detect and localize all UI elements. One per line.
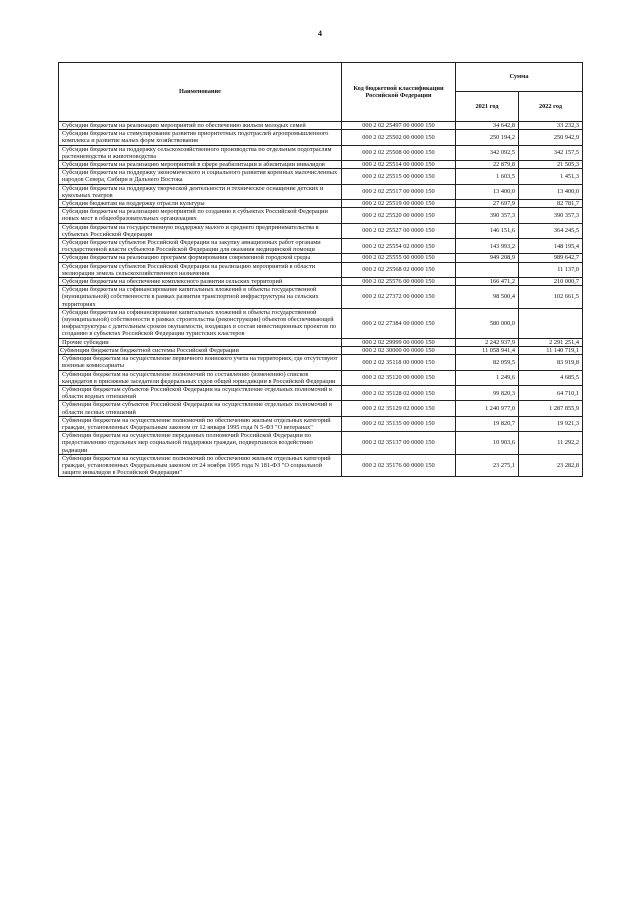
amount-2022-cell: 11 137,0	[519, 262, 583, 277]
amount-2022-cell: 390 357,3	[519, 208, 583, 223]
code-cell: 000 2 02 27372 00 0000 150	[342, 286, 456, 309]
table-row	[59, 239, 583, 254]
amount-2021-cell: 143 993,2	[456, 239, 519, 254]
table-row	[59, 254, 583, 262]
code-cell: 000 2 02 25555 00 0000 150	[342, 254, 456, 262]
amount-2022-cell: 102 661,5	[519, 286, 583, 309]
name-cell: Субсидии бюджетам на государственную поддержку малого и среднего предпринимательства в субъектах Российской Федерации	[59, 223, 342, 238]
table-row	[59, 161, 583, 169]
amount-2021-cell: 166 471,2	[456, 278, 519, 286]
amount-2022-cell: 33 232,3	[519, 122, 583, 130]
table-row	[59, 200, 583, 208]
name-cell: Субсидии бюджетам на поддержку сельскохозяйственного производства по отдельным подотраслям растениеводства и животноводства	[59, 145, 342, 160]
code-cell: 000 2 02 25568 02 0000 150	[342, 262, 456, 277]
name-cell: Субсидии бюджетам на поддержку экономического и социального развития коренных малочисленных народов Севера, Сибири и Дальнего Востока	[59, 169, 342, 184]
name-cell: Субсидии бюджетам на стимулирование развития приоритетных подотраслей агропромышленного комплекса и развитие малых форм хозяйствования	[59, 130, 342, 145]
name-cell: Субвенции бюджетам на осуществление полномочий по обеспечению жильем отдельных категорий граждан, установленных Федеральным законом от 24 ноября 1995 года N 181-ФЗ "О социальной защите инвалидов в Российской Федерации"	[59, 454, 342, 477]
name-cell: Субсидии бюджетам на обеспечение комплексного развития сельских территорий	[59, 278, 342, 286]
amount-2021-cell: 1 240 977,0	[456, 401, 519, 416]
amount-2021-cell: 2 242 937,9	[456, 338, 519, 346]
name-cell: Субвенции бюджетам субъектов Российской Федерации на осуществление отдельных полномочий в области водных отношений	[59, 385, 342, 400]
code-cell: 000 2 02 35129 02 0000 150	[342, 401, 456, 416]
code-cell: 000 2 02 35118 00 0000 150	[342, 355, 456, 370]
code-cell: 000 2 02 27384 00 0000 150	[342, 308, 456, 338]
name-cell: Субсидии бюджетам субъектов Российской Федерации на закупку авиационных работ органами государственной власти субъектов Российской Федерации для оказания медицинской помощи	[59, 239, 342, 254]
amount-2021-cell: 27 697,9	[456, 200, 519, 208]
amount-2021-cell: 390 357,3	[456, 208, 519, 223]
amount-2021-cell: 19 820,7	[456, 416, 519, 431]
amount-2022-cell: 210 000,7	[519, 278, 583, 286]
amount-2022-cell: 364 245,5	[519, 223, 583, 238]
header-year-2022: 2022 год	[519, 92, 583, 122]
amount-2021-cell: 34 642,8	[456, 122, 519, 130]
name-cell: Субвенции бюджетам бюджетной системы Российской Федерации	[59, 346, 342, 354]
amount-2021-cell: 146 151,6	[456, 223, 519, 238]
table-row	[59, 145, 583, 160]
name-cell: Субвенции бюджетам на осуществление полномочий по обеспечению жильем отдельных категорий граждан, установленных Федеральным законом от 12 января 1995 года N 5-ФЗ "О ветеранах"	[59, 416, 342, 431]
table-row	[59, 262, 583, 277]
amount-2021-cell	[456, 262, 519, 277]
table-row	[59, 208, 583, 223]
amount-2022-cell: 21 505,3	[519, 161, 583, 169]
amount-2021-cell: 580 000,0	[456, 308, 519, 338]
code-cell: 000 2 02 35137 00 0000 150	[342, 432, 456, 455]
code-cell: 000 2 02 25515 00 0000 150	[342, 169, 456, 184]
name-cell: Субсидии бюджетам субъектов Российской Федерации на реализацию мероприятий в области мелиорации земель сельскохозяйственного назначения	[59, 262, 342, 277]
name-cell: Субсидии бюджетам на софинансирование капитальных вложений в объекты государственной (муниципальной) собственности в рамках строительства (реконструкции) объектов обеспечивающей инфраструктуры с длительным сроком окупаемости, входящих в состав инвестиционных проектов по созданию в субъектах Российской Федерации туристских кластеров	[59, 308, 342, 338]
amount-2022-cell: 342 157,5	[519, 145, 583, 160]
code-cell: 000 2 02 25527 00 0000 150	[342, 223, 456, 238]
table-row	[59, 346, 583, 354]
code-cell: 000 2 02 25520 00 0000 150	[342, 208, 456, 223]
name-cell: Субсидии бюджетам на реализацию мероприятий по обеспечению жильем молодых семей	[59, 122, 342, 130]
amount-2022-cell: 11 292,2	[519, 432, 583, 455]
table-row	[59, 223, 583, 238]
table-row	[59, 278, 583, 286]
amount-2021-cell: 99 820,3	[456, 385, 519, 400]
code-cell: 000 2 02 29999 00 0000 150	[342, 338, 456, 346]
code-cell: 000 2 02 25502 00 0000 150	[342, 130, 456, 145]
table-row	[59, 416, 583, 431]
table-row	[59, 432, 583, 455]
code-cell: 000 2 02 35120 00 0000 150	[342, 370, 456, 385]
amount-2021-cell: 949 208,9	[456, 254, 519, 262]
table-row	[59, 355, 583, 370]
code-cell: 000 2 02 25576 00 0000 150	[342, 278, 456, 286]
header-code: Код бюджетной классификации Российской Федерации	[342, 63, 456, 122]
budget-table	[58, 62, 583, 477]
table-row	[59, 184, 583, 199]
name-cell: Субвенции бюджетам на осуществление первичного воинского учета на территориях, где отсутствуют военные комиссариаты	[59, 355, 342, 370]
amount-2021-cell: 10 903,6	[456, 432, 519, 455]
table-row	[59, 370, 583, 385]
amount-2022-cell: 83 919,8	[519, 355, 583, 370]
amount-2021-cell: 98 500,4	[456, 286, 519, 309]
amount-2022-cell: 2 291 251,4	[519, 338, 583, 346]
table-row	[59, 385, 583, 400]
code-cell: 000 2 02 25554 02 0000 150	[342, 239, 456, 254]
amount-2022-cell: 1 451,3	[519, 169, 583, 184]
code-cell: 000 2 02 35135 00 0000 150	[342, 416, 456, 431]
header-sum: Сумма	[456, 63, 583, 92]
amount-2022-cell: 11 140 719,1	[519, 346, 583, 354]
amount-2021-cell: 1 249,6	[456, 370, 519, 385]
amount-2021-cell: 342 092,5	[456, 145, 519, 160]
amount-2022-cell: 13 400,0	[519, 184, 583, 199]
code-cell: 000 2 02 35176 00 0000 150	[342, 454, 456, 477]
amount-2022-cell: 989 642,7	[519, 254, 583, 262]
amount-2022-cell: 1 287 855,9	[519, 401, 583, 416]
name-cell: Субсидии бюджетам на реализацию мероприятий по созданию в субъектах Российской Федерации новых мест в общеобразовательных организациях	[59, 208, 342, 223]
amount-2021-cell: 23 275,1	[456, 454, 519, 477]
name-cell: Субсидии бюджетам на софинансирование капитальных вложений в объекты государственной (муниципальной) собственности в рамках развития транспортной инфраструктуры на сельских территориях	[59, 286, 342, 309]
amount-2021-cell: 11 058 941,4	[456, 346, 519, 354]
amount-2021-cell: 22 879,8	[456, 161, 519, 169]
header-year-2021: 2021 год	[456, 92, 519, 122]
table-body	[59, 122, 583, 477]
code-cell: 000 2 02 25514 00 0000 150	[342, 161, 456, 169]
name-cell: Субсидии бюджетам на реализацию мероприятий в сфере реабилитации и абилитации инвалидов	[59, 161, 342, 169]
amount-2022-cell	[519, 308, 583, 338]
code-cell: 000 2 02 25508 00 0000 150	[342, 145, 456, 160]
amount-2022-cell: 148 195,4	[519, 239, 583, 254]
amount-2021-cell: 13 400,0	[456, 184, 519, 199]
amount-2022-cell: 4 685,5	[519, 370, 583, 385]
amount-2022-cell: 64 710,1	[519, 385, 583, 400]
name-cell: Субсидии бюджетам на поддержку творческой деятельности и техническое оснащение детских и кукольных театров	[59, 184, 342, 199]
code-cell: 000 2 02 25517 00 0000 150	[342, 184, 456, 199]
table-row	[59, 338, 583, 346]
amount-2022-cell: 23 282,8	[519, 454, 583, 477]
name-cell: Субвенции бюджетам субъектов Российской Федерации на осуществление отдельных полномочий в области лесных отношений	[59, 401, 342, 416]
table-row	[59, 122, 583, 130]
table-row	[59, 169, 583, 184]
amount-2021-cell: 82 059,5	[456, 355, 519, 370]
code-cell: 000 2 02 35128 02 0000 150	[342, 385, 456, 400]
amount-2022-cell: 250 942,9	[519, 130, 583, 145]
name-cell: Прочие субсидии	[59, 338, 342, 346]
header-name: Наименование	[59, 63, 342, 122]
amount-2021-cell: 250 194,2	[456, 130, 519, 145]
table-row	[59, 130, 583, 145]
table-row	[59, 308, 583, 338]
name-cell: Субвенции бюджетам на осуществление полномочий по составлению (изменению) списков кандидатов в присяжные заседатели федеральных судов общей юрисдикции в Российской Федерации	[59, 370, 342, 385]
name-cell: Субвенции бюджетам на осуществление переданных полномочий Российской Федерации по предоставлению отдельных мер социальной поддержки граждан, подвергшихся воздействию радиации	[59, 432, 342, 455]
table-row	[59, 401, 583, 416]
code-cell: 000 2 02 30000 00 0000 150	[342, 346, 456, 354]
amount-2022-cell: 19 921,3	[519, 416, 583, 431]
amount-2021-cell: 1 603,5	[456, 169, 519, 184]
table-row	[59, 286, 583, 309]
page-number: 4	[318, 29, 322, 38]
table-row	[59, 454, 583, 477]
code-cell: 000 2 02 25497 00 0000 150	[342, 122, 456, 130]
code-cell: 000 2 02 25519 00 0000 150	[342, 200, 456, 208]
name-cell: Субсидии бюджетам на реализацию программ формирования современной городской среды	[59, 254, 342, 262]
name-cell: Субсидия бюджетам на поддержку отрасли культуры	[59, 200, 342, 208]
amount-2022-cell: 82 781,7	[519, 200, 583, 208]
